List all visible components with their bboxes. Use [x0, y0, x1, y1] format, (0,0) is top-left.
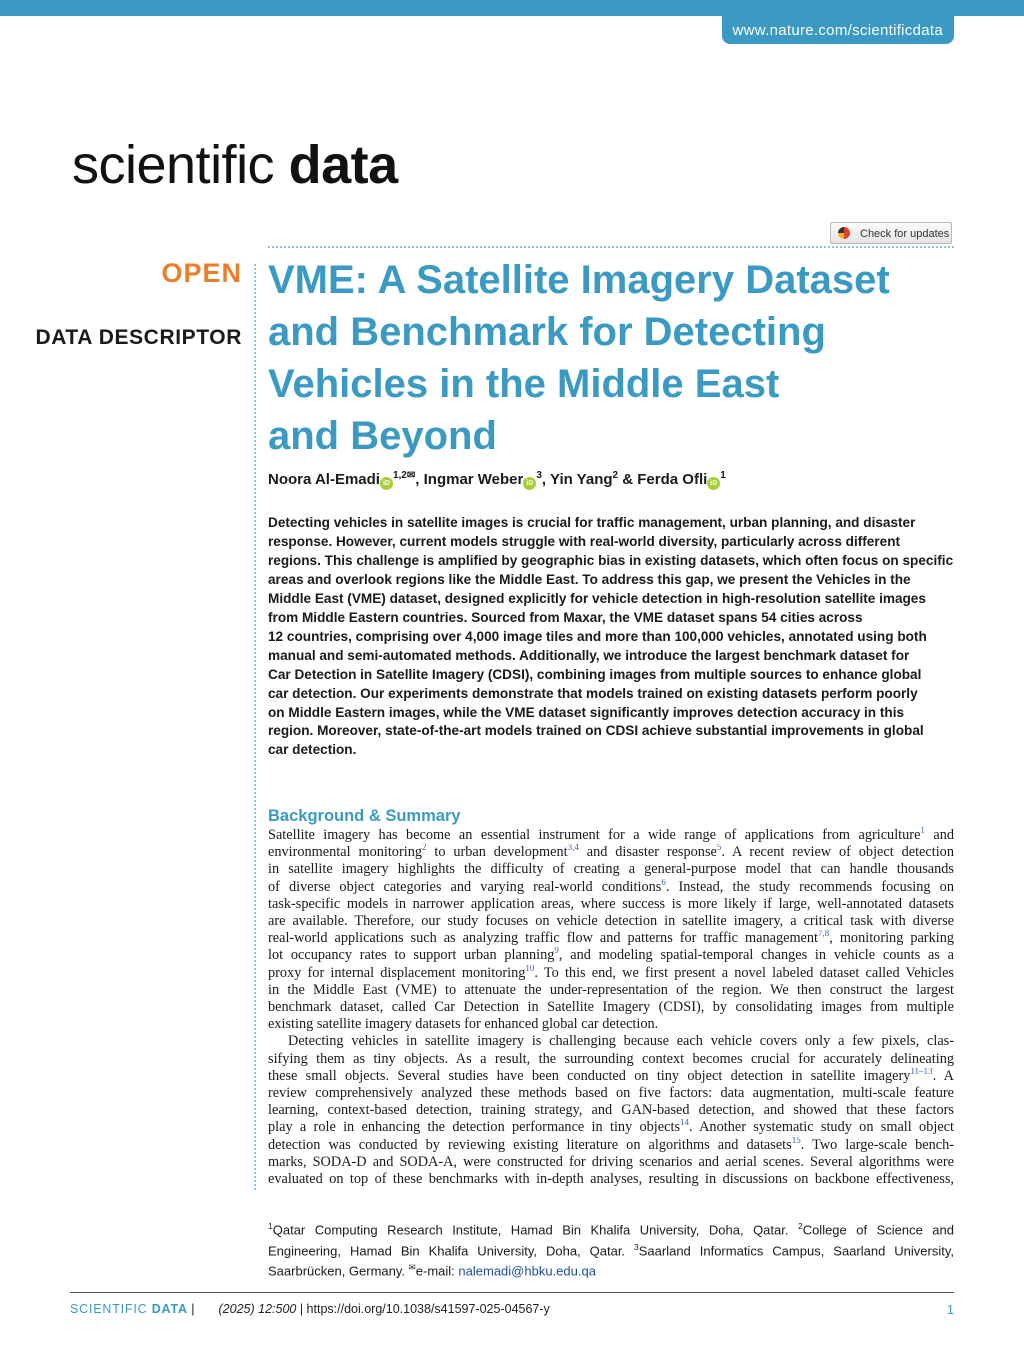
affiliation-line — [268, 1239, 954, 1260]
body-line — [268, 1085, 954, 1102]
text-run: existing satellite imagery datasets for enhanced global car detection. — [268, 1016, 659, 1033]
crossmark-icon — [838, 227, 850, 239]
text-run: . A recent review of object detection — [721, 844, 954, 861]
text-run: sifying them as tiny objects. As a result, the surrounding context becomes crucial for accurately delineating — [268, 1050, 954, 1067]
body-line — [268, 1119, 954, 1136]
text-run: Saarbrücken, Germany. — [268, 1263, 409, 1279]
abstract-line: Middle East (VME) dataset, designed explicitly for vehicle detection in high-resolution satellite images — [268, 590, 926, 606]
abstract-line: on Middle Eastern images, while the VME dataset significantly improves detection accuracy in this — [268, 704, 905, 720]
text-run: College of Science and — [802, 1222, 954, 1238]
abstract-line: areas and overlook regions like the Middle East. To address this gap, we present the Vehicles in the — [268, 571, 911, 587]
footer-brand — [70, 1302, 188, 1316]
title-line: Vehicles in the Middle East — [268, 362, 780, 406]
affiliation-line — [268, 1259, 954, 1280]
page-number: 1 — [946, 1302, 954, 1317]
text-run: . Another systematic study on small object — [689, 1119, 954, 1136]
margin-divider — [254, 264, 256, 1190]
body-line — [268, 1051, 954, 1068]
author-affiliation-sup: 2 — [612, 470, 619, 481]
author-affiliation-sup: 1,2 — [392, 470, 407, 481]
text-run: benchmark dataset, called Car Detection in Satellite Imagery (CDSI), by consolidating images from multiple — [268, 999, 954, 1016]
author-name[interactable]: Ferda Ofli — [637, 471, 708, 488]
citation-sup[interactable]: 1 — [920, 827, 925, 836]
footer-divider — [70, 1292, 954, 1293]
body-line — [268, 965, 954, 982]
body-line — [268, 930, 954, 947]
header-divider — [268, 246, 954, 248]
text-run: real-world applications such as analyzing traffic flow and patterns for traffic management — [268, 930, 819, 947]
citation-sup[interactable]: 7,8 — [818, 930, 830, 939]
author-affiliation-sup: 1 — [720, 470, 726, 481]
title-line: VME: A Satellite Imagery Dataset — [268, 258, 890, 302]
abstract-line: from Middle Eastern countries. Sourced from Maxar, the VME dataset spans 54 cities across — [268, 609, 863, 625]
author-list — [268, 470, 954, 490]
body-line — [268, 1102, 954, 1119]
abstract-line: Detecting vehicles in satellite images is crucial for traffic management, urban planning, and disaster — [268, 515, 916, 530]
abstract-line: Car Detection in Satellite Imagery (CDSI), combining images from multiple sources to enhance global — [268, 666, 922, 682]
body-line — [268, 1154, 954, 1171]
abstract-line: 12 countries, comprising over 4,000 image tiles and more than 100,000 vehicles, annotated using both — [268, 628, 927, 644]
citation-sup[interactable]: 14 — [680, 1119, 690, 1128]
text-run: these small objects. Several studies have been conducted on tiny object detection in satellite imagery — [268, 1067, 911, 1084]
author-separator: & — [618, 471, 638, 488]
text-run: marks, SODA-D and SODA-A, were constructed for driving scenarios and aerial scenes. Several algorithms were — [268, 1153, 954, 1170]
author-name[interactable]: Ingmar Weber — [423, 471, 524, 488]
text-run: , and modeling spatial-temporal changes in vehicle counts as a — [558, 947, 954, 964]
citation-sup[interactable]: 2 — [797, 1221, 803, 1231]
orcid-icon[interactable]: iD — [523, 477, 536, 490]
text-run: lot occupancy rates to support urban planning — [268, 947, 555, 964]
email-link[interactable]: nalemadi@hbku.edu.qa — [458, 1263, 596, 1279]
abstract-line: regions. This challenge is amplified by geographic bias in existing datasets, which often focus on specific — [268, 552, 954, 568]
affiliation-line — [268, 1218, 954, 1239]
abstract-line: car detection. — [268, 742, 357, 758]
text-run: detection was conducted by reviewing existing literature on algorithms and datasets — [268, 1136, 792, 1153]
text-run: review comprehensively analyzed these methods based on five factors: data augmentation, multi-scale feature — [268, 1085, 954, 1102]
text-run: to urban development — [426, 844, 568, 861]
text-run: play a role in enhancing the detection performance in tiny objects — [268, 1119, 681, 1136]
citation-sup[interactable]: 10 — [525, 964, 535, 973]
abstract-line: car detection. Our experiments demonstrate that models trained on existing datasets perform poorly — [268, 685, 918, 701]
text-run: . Two large-scale bench- — [800, 1136, 954, 1153]
body-line — [268, 913, 954, 930]
text-run: and — [924, 827, 954, 843]
citation-sup[interactable]: 9 — [554, 947, 559, 956]
author-separator: , — [415, 471, 424, 488]
author-name[interactable]: Yin Yang — [550, 471, 613, 488]
top-accent-bar — [0, 0, 1024, 16]
text-run: Satellite imagery has become an essential instrument for a wide range of applications from agriculture — [268, 827, 921, 843]
body-line — [268, 1033, 954, 1050]
text-run: task-specific models in narrower application areas, where success is more likely if large, well-annotated datasets — [268, 895, 954, 912]
footer-brand-light: SCIENTIFIC — [70, 1302, 152, 1316]
citation-sup[interactable]: 5 — [716, 844, 722, 853]
body-line — [268, 827, 954, 844]
text-run: learning, context-based detection, training strategy, and GAN-based detection, and showed that these factors — [268, 1102, 954, 1119]
body-line — [268, 879, 954, 896]
body-line — [268, 1137, 954, 1154]
author-affiliation-sup: 3 — [536, 470, 542, 481]
article-title — [268, 254, 954, 462]
citation-sup[interactable]: ✉ — [408, 1262, 416, 1273]
abstract-line: region. Moreover, state-of-the-art models trained on CDSI achieve substantial improvements in global — [268, 723, 924, 739]
journal-name-bold: data — [288, 135, 398, 195]
footer-citation: (2025) 12:500 — [218, 1302, 297, 1316]
footer-brand-bold: DATA — [151, 1302, 188, 1316]
body-line — [268, 861, 954, 878]
journal-url-link[interactable]: www.nature.com/scientificdata — [722, 16, 954, 44]
text-run: e-mail: — [415, 1263, 459, 1279]
text-run: in satellite imagery highlights the difficulty of creating a general-purpose model that can handle thousands — [268, 861, 954, 878]
body-line — [268, 982, 954, 999]
citation-sup[interactable]: 3,4 — [567, 844, 579, 853]
footer-doi-link[interactable]: | https://doi.org/10.1038/s41597-025-04567-y — [296, 1302, 550, 1316]
body-text — [268, 827, 954, 1188]
text-run: and disaster response — [578, 844, 717, 861]
body-line — [268, 1171, 954, 1188]
text-run: Detecting vehicles in satellite imagery is challenging because each vehicle covers only a few pixels, clas- — [288, 1033, 954, 1050]
text-run: Engineering, Hamad Bin Khalifa University, Doha, Qatar. — [268, 1243, 635, 1259]
affiliations — [268, 1218, 954, 1280]
body-line — [268, 896, 954, 913]
journal-logo — [72, 130, 398, 200]
body-line — [268, 1068, 954, 1085]
abstract-line: response. However, current models struggle with real-world diversity, particularly across different — [268, 533, 901, 549]
text-run: of diverse object categories and varying real-world conditions — [268, 878, 662, 895]
text-run: . A — [932, 1067, 954, 1084]
text-run: are available. Therefore, our study focuses on vehicle detection in satellite imagery, a critical task with diverse — [268, 913, 954, 930]
text-run: evaluated on top of these benchmarks with in-depth analyses, resulting in discussions on backbone effectiveness, — [268, 1171, 954, 1188]
section-heading: Background & Summary — [268, 807, 461, 825]
title-line: and Benchmark for Detecting — [268, 310, 826, 354]
text-run: proxy for internal displacement monitoring — [268, 964, 526, 981]
body-line — [268, 947, 954, 964]
citation-sup[interactable]: 1 — [268, 1221, 273, 1231]
citation-sup[interactable]: 11–13 — [910, 1067, 933, 1077]
journal-name-light: scientific — [72, 135, 275, 195]
footer-separator: | — [187, 1302, 195, 1316]
footer — [70, 1302, 550, 1316]
text-run: environmental monitoring — [268, 844, 422, 861]
orcid-icon[interactable]: iD — [380, 477, 393, 490]
citation-sup[interactable]: 2 — [422, 844, 427, 853]
text-run: . To this end, we first present a novel labeled dataset called Vehicles — [534, 964, 954, 981]
text-run: Saarland Informatics Campus, Saarland University, — [638, 1243, 954, 1259]
text-run: . Instead, the study recommends focusing on — [665, 878, 954, 895]
body-line — [268, 844, 954, 861]
text-run: in the Middle East (VME) to attenuate the under-representation of the region. We then construct the largest — [268, 981, 954, 998]
email-icon[interactable]: ✉ — [406, 470, 416, 481]
check-for-updates-label: Check for updates — [860, 228, 950, 240]
abstract-line: manual and semi-automated methods. Additionally, we introduce the largest benchmark dataset for — [268, 647, 910, 663]
body-line — [268, 999, 954, 1016]
orcid-icon[interactable]: iD — [707, 477, 720, 490]
title-line: and Beyond — [268, 414, 497, 458]
author-separator: , — [541, 471, 550, 488]
abstract — [268, 514, 954, 760]
author-name[interactable]: Noora Al-Emadi — [268, 471, 380, 488]
open-access-label: OPEN — [161, 258, 242, 288]
check-for-updates-button[interactable] — [830, 222, 952, 244]
body-line — [268, 1016, 954, 1033]
article-type-label: DATA DESCRIPTOR — [35, 326, 242, 349]
text-run: , monitoring parking — [829, 930, 954, 947]
citation-sup[interactable]: 6 — [661, 878, 666, 887]
citation-sup[interactable]: 15 — [791, 1136, 801, 1145]
citation-sup[interactable]: 3 — [634, 1241, 639, 1252]
text-run: Qatar Computing Research Institute, Hamad Bin Khalifa University, Doha, Qatar. — [272, 1222, 798, 1238]
